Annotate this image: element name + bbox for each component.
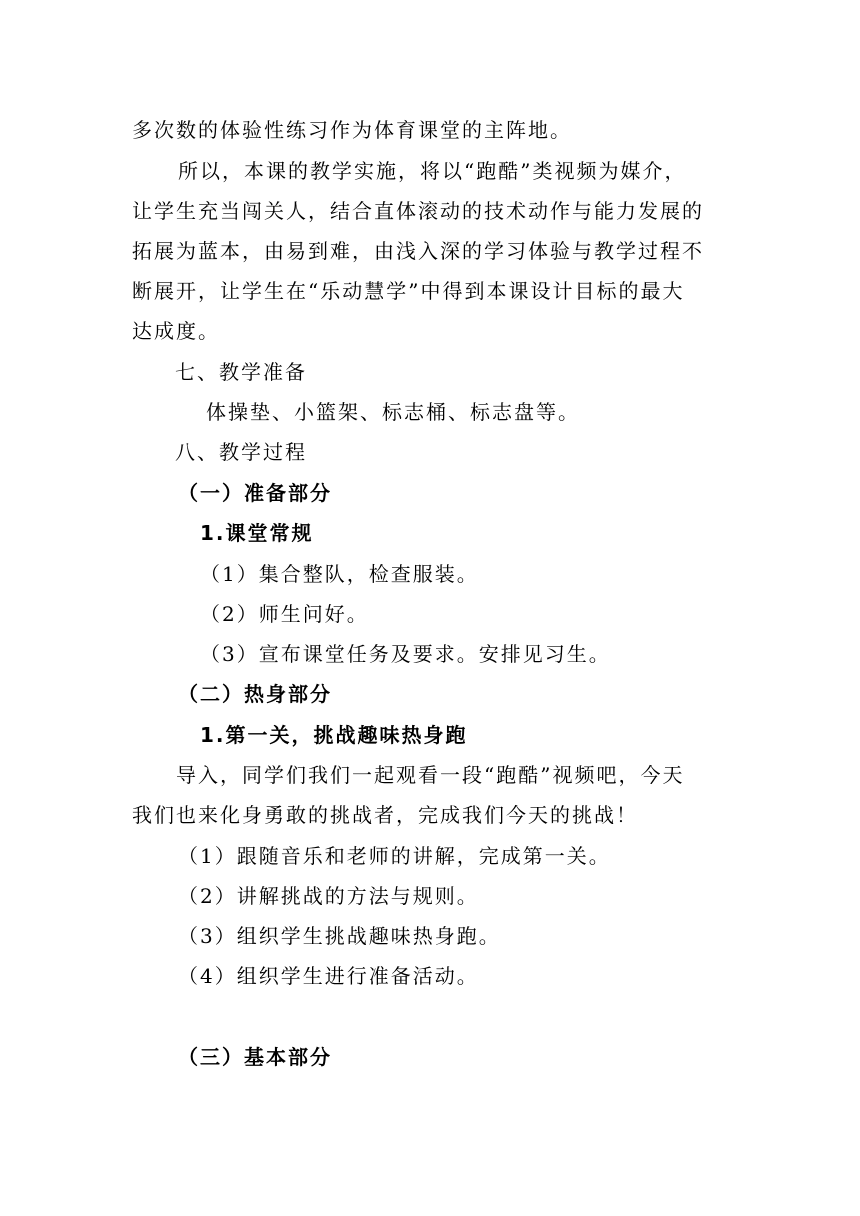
sub-heading: 1.课堂常规 xyxy=(200,521,314,545)
paragraph-line: 多次数的体验性练习作为体育课堂的主阵地。 xyxy=(132,118,572,142)
part-heading: （三）基本部分 xyxy=(178,1045,332,1069)
paragraph-line: 所以，本课的教学实施，将以“跑酷”类视频为媒介， xyxy=(178,159,687,183)
list-item: （1）集合整队，检查服装。 xyxy=(200,562,479,586)
part-heading: （二）热身部分 xyxy=(178,682,332,706)
section-heading: 八、教学过程 xyxy=(175,440,307,464)
list-item: （3）组织学生挑战趣味热身跑。 xyxy=(178,924,501,948)
paragraph-line: 我们也来化身勇敢的挑战者，完成我们今天的挑战！ xyxy=(132,803,638,827)
list-item: （3）宣布课堂任务及要求。安排见习生。 xyxy=(200,642,611,666)
section-body: 体操垫、小篮架、标志桶、标志盘等。 xyxy=(206,400,580,424)
paragraph-line: 断展开，让学生在“乐动慧学”中得到本课设计目标的最大 xyxy=(132,279,685,303)
part-heading: （一）准备部分 xyxy=(178,481,332,505)
list-item: （2）讲解挑战的方法与规则。 xyxy=(178,884,479,908)
paragraph-line: 导入，同学们我们一起观看一段“跑酷”视频吧，今天 xyxy=(176,763,685,787)
sub-heading: 1.第一关，挑战趣味热身跑 xyxy=(200,723,468,747)
paragraph-line: 拓展为蓝本，由易到难，由浅入深的学习体验与教学过程不 xyxy=(132,239,704,263)
list-item: （2）师生问好。 xyxy=(200,602,369,626)
list-item: （4）组织学生进行准备活动。 xyxy=(178,964,479,988)
paragraph-line: 让学生充当闯关人，结合直体滚动的技术动作与能力发展的 xyxy=(132,199,704,223)
paragraph-line: 达成度。 xyxy=(132,319,220,343)
section-heading: 七、教学准备 xyxy=(175,360,307,384)
list-item: （1）跟随音乐和老师的讲解，完成第一关。 xyxy=(178,844,611,868)
